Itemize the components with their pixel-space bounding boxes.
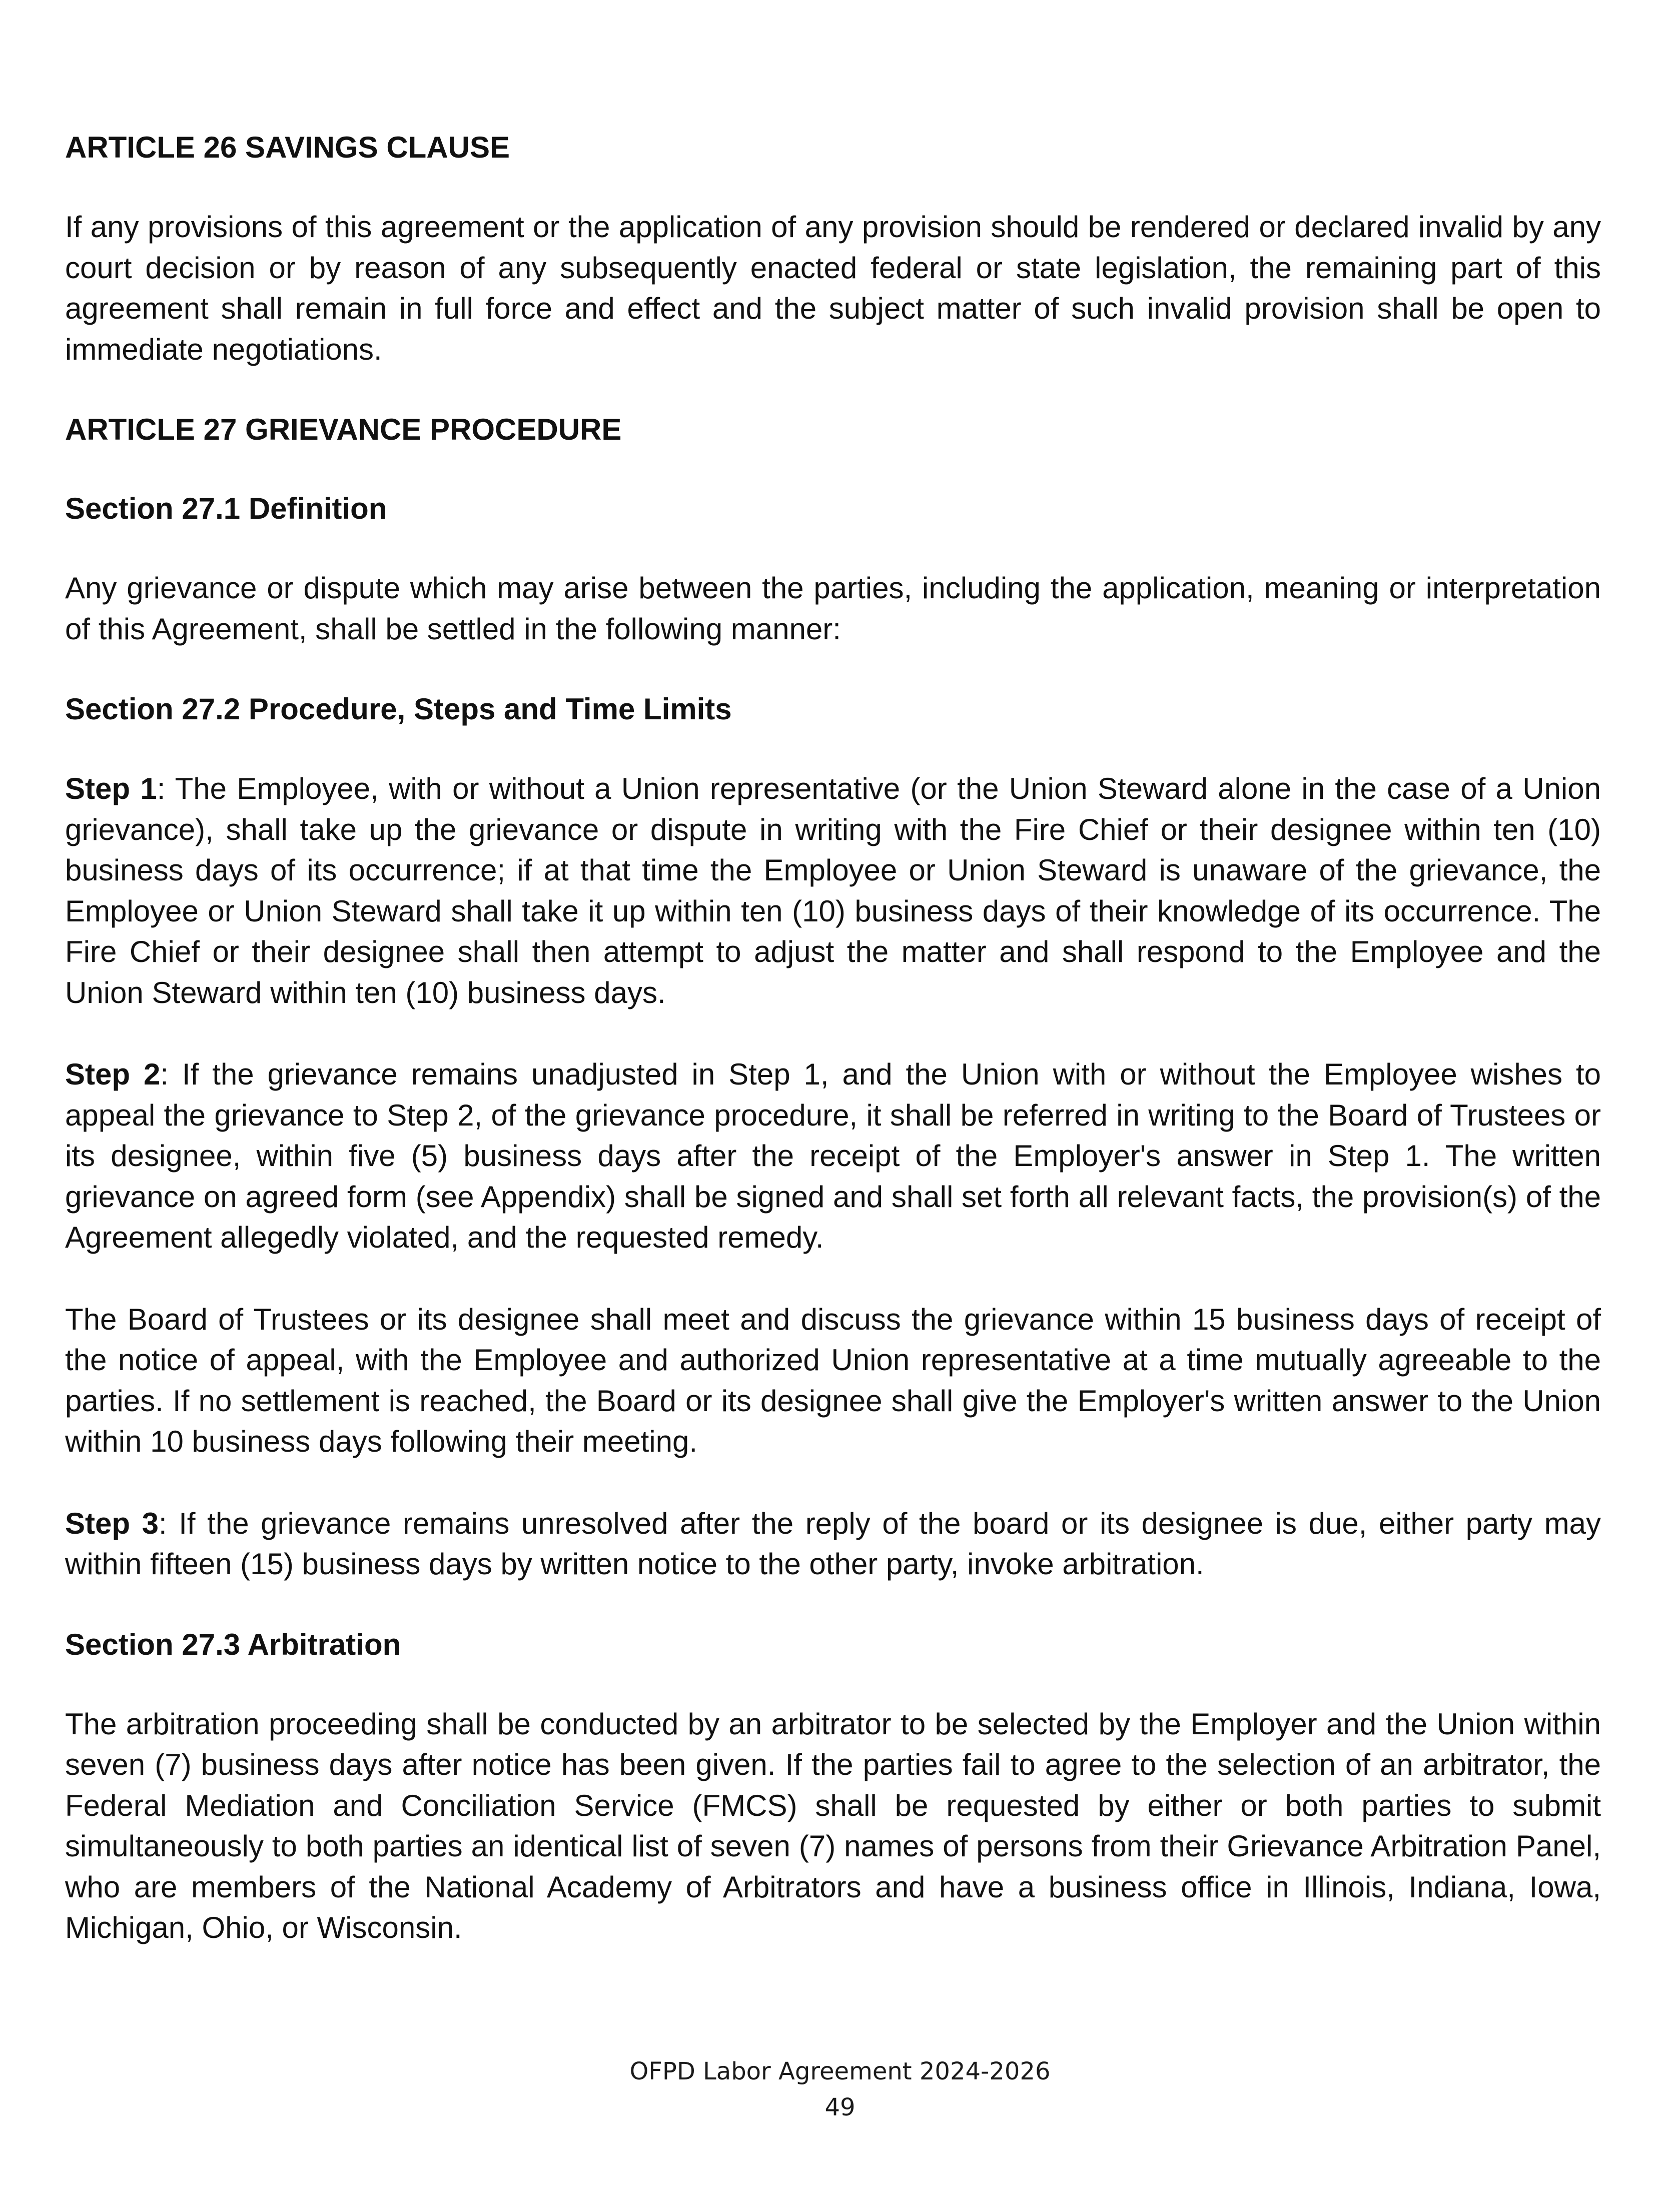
step-2-paragraph xyxy=(65,1054,1601,1258)
section-27-1-heading: Section 27.1 Definition xyxy=(65,492,387,525)
board-of-trustees-paragraph: The Board of Trustees or its designee shall meet and discuss the grievance within 15 business days of receipt of the notice of appeal, with the Employee and authorized Union representative at a time mutually agreeable to the parties. If no settlement is reached, the Board or its designee shall give the Employer's written answer to the Union within 10 business days following their meeting. xyxy=(65,1302,1601,1458)
step-2-label: Step 2 xyxy=(65,1057,161,1091)
section-27-3-body: The arbitration proceeding shall be conducted by an arbitrator to be selected by the Employer and the Union within seven (7) business days after notice has been given. If the parties fail to agree to the selection of an arbitrator, the Federal Mediation and Conciliation Service (FMCS) shall be requested by either or both parties to submit simultaneously to both parties an identical list of seven (7) names of persons from their Grievance Arbitration Panel, who are members of the National Academy of Arbitrators and have a business office in Illinois, Indiana, Iowa, Michigan, Ohio, or Wisconsin. xyxy=(65,1707,1601,1944)
article-27-heading: ARTICLE 27 GRIEVANCE PROCEDURE xyxy=(65,413,622,446)
footer-title: OFPD Labor Agreement 2024-2026 xyxy=(629,2057,1051,2085)
step-2-text: : If the grievance remains unadjusted in Step 1, and the Union with or without the Employee wishes to appeal the grievance to Step 2, of the grievance procedure, it shall be referred in writing to the Board of Trustees or its designee, within five (5) business days after the receipt of the Employer's answer in Step 1. The written grievance on agreed form (see Appendix) shall be signed and shall set forth all relevant facts, the provision(s) of the Agreement allegedly violated, and the requested remedy. xyxy=(65,1057,1601,1254)
section-27-1-body: Any grievance or dispute which may arise between the parties, including the application, meaning or interpretation of this Agreement, shall be settled in the following manner: xyxy=(65,571,1601,646)
document-page xyxy=(65,128,1601,1948)
page-footer xyxy=(0,2053,1680,2125)
section-27-2-heading: Section 27.2 Procedure, Steps and Time Limits xyxy=(65,692,732,726)
article-26-heading: ARTICLE 26 SAVINGS CLAUSE xyxy=(65,131,510,164)
page-number: 49 xyxy=(824,2093,856,2121)
step-1-label: Step 1 xyxy=(65,772,157,805)
article-26-body: If any provisions of this agreement or the application of any provision should be rendered or declared invalid by any court decision or by reason of any subsequently enacted federal or state legislation, the remaining part of this agreement shall remain in full force and effect and the subject matter of such invalid provision shall be open to immediate negotiations. xyxy=(65,210,1601,366)
section-27-3-heading: Section 27.3 Arbitration xyxy=(65,1627,401,1661)
step-1-text: : The Employee, with or without a Union representative (or the Union Steward alone in the case of a Union grievance), shall take up the grievance or dispute in writing with the Fire Chief or their designee within ten (10) business days of its occurrence; if at that time the Employee or Union Steward is unaware of the grievance, the Employee or Union Steward shall take it up within ten (10) business days of their knowledge of its occurrence. The Fire Chief or their designee shall then attempt to adjust the matter and shall respond to the Employee and the Union Steward within ten (10) business days. xyxy=(65,772,1601,1009)
step-3-paragraph xyxy=(65,1503,1601,1585)
step-3-text: : If the grievance remains unresolved after the reply of the board or its designee is due, either party may within fifteen (15) business days by written notice to the other party, invoke arbitration. xyxy=(65,1506,1601,1581)
step-3-label: Step 3 xyxy=(65,1506,159,1540)
step-1-paragraph xyxy=(65,768,1601,1013)
